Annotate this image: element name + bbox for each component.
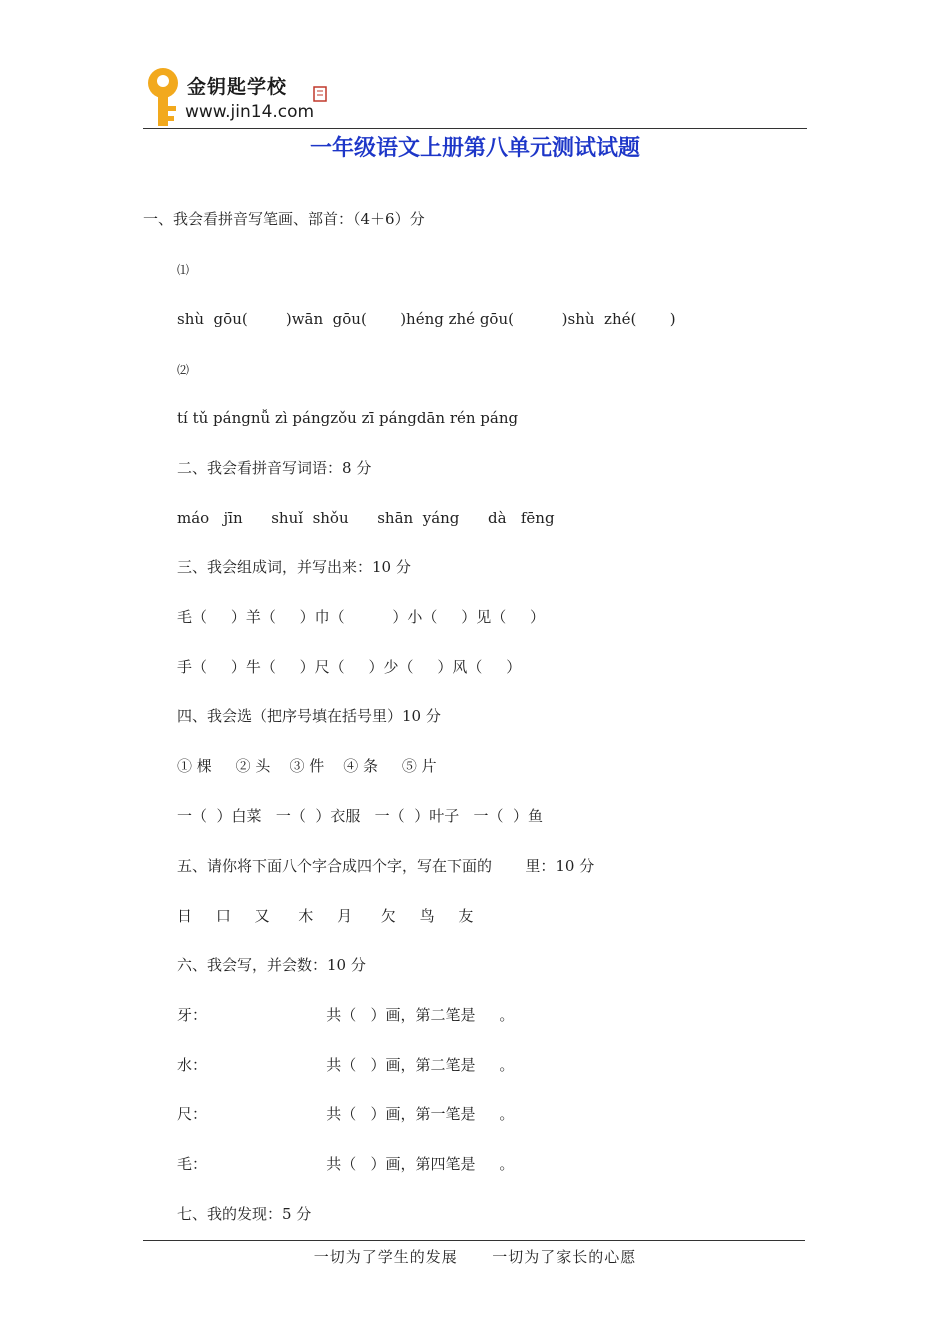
question-6-row-1: 牙： 共（ ）画，第二笔是 。	[177, 1006, 515, 1024]
q1-part-2-label: ⑵	[177, 363, 190, 377]
question-7-heading: 七、我的发现：5 分	[177, 1205, 312, 1223]
page-title: 一年级语文上册第八单元测试试题	[309, 136, 640, 161]
footer-slogan: 一切为了学生的发展 一切为了家长的心愿	[313, 1248, 637, 1266]
site-logo	[143, 66, 343, 130]
question-6-row-2: 水： 共（ ）画，第二笔是 。	[177, 1056, 515, 1074]
question-3-heading: 三、我会组成词，并写出来：10 分	[177, 558, 411, 576]
question-2-heading: 二、我会看拼音写词语：8 分	[177, 459, 372, 477]
question-1-heading: 一、我会看拼音写笔画、部首：（4＋6）分	[143, 210, 425, 228]
question-6-heading: 六、我会写，并会数：10 分	[177, 956, 366, 974]
question-3-row-1: 毛（ ）羊（ ）巾（ ）小（ ）见（ ）	[177, 608, 546, 626]
q1-part-1-label: ⑴	[177, 263, 190, 277]
question-6-row-4: 毛： 共（ ）画，第四笔是 。	[177, 1155, 515, 1173]
header-rule	[143, 128, 807, 129]
question-3-row-2: 手（ ）牛（ ）尺（ ）少（ ）风（ ）	[177, 658, 522, 676]
q1-part-2-content: tí tǔ pángnǚ zì pángzǒu zī pángdān rén páng	[177, 409, 519, 427]
seal-stamp-icon	[313, 86, 327, 102]
question-5-heading: 五、请你将下面八个字合成四个字，写在下面的 里：10 分	[177, 857, 595, 875]
key-icon	[143, 66, 185, 128]
question-5-characters: 日 口 又 木 月 欠 鸟 友	[177, 907, 474, 925]
question-2-content: máo jīn shuǐ shǒu shān yáng dà fēng	[177, 509, 555, 527]
question-4-heading: 四、我会选（把序号填在括号里）10 分	[177, 707, 441, 725]
footer-rule	[143, 1240, 805, 1241]
q1-part-1-content: shù gōu( )wān gōu( )héng zhé gōu( )shù zhé( )	[177, 310, 676, 328]
question-6-row-3: 尺： 共（ ）画，第一笔是 。	[177, 1105, 515, 1123]
logo-url: www.jin14.com	[185, 102, 315, 122]
question-4-content: 一（ ）白菜 一（ ）衣服 一（ ）叶子 一（ ）鱼	[177, 807, 544, 825]
question-4-options: ① 棵 ② 头 ③ 件 ④ 条 ⑤ 片	[177, 757, 437, 775]
logo-brand-text: 金钥匙学校	[187, 76, 288, 98]
